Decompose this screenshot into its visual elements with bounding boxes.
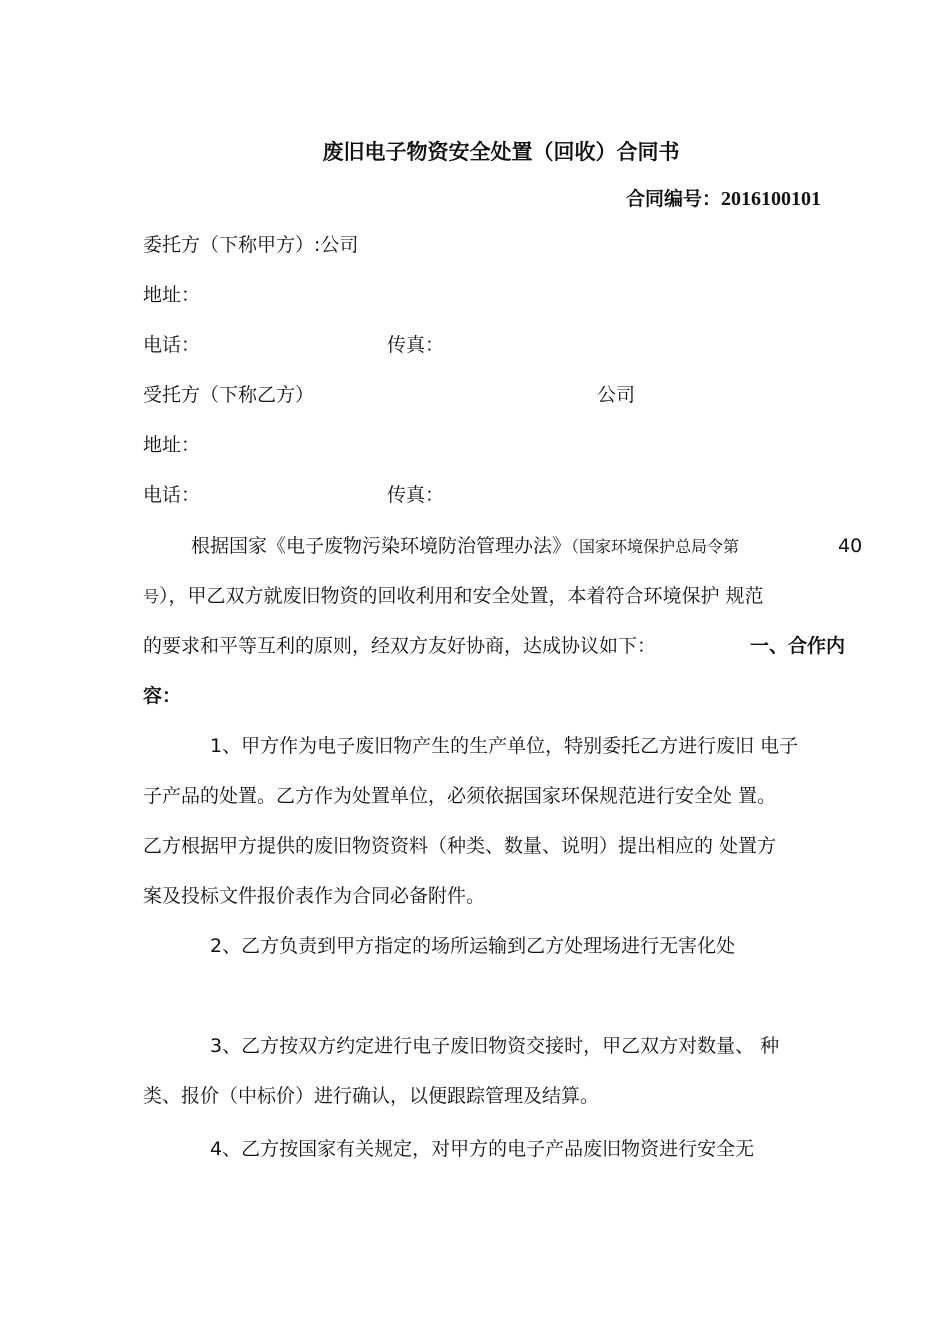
party-b-label: 受托方（下称乙方） <box>143 384 315 406</box>
clause-3-line-2: 类、报价（中标价）进行确认，以便跟踪管理及结算。 <box>143 1085 600 1107</box>
contract-number-value: 2016100101 <box>721 188 821 210</box>
intro-line-2-text: ），甲乙双方就废旧物资的回收利用和安全处置，本着符合环境保护 规范 <box>159 585 764 607</box>
party-b-phone-label: 电话： <box>143 484 201 506</box>
party-b-fax-label: 传真： <box>387 484 445 506</box>
clause-1-line-2: 子产品的处置。乙方作为处置单位，必须依据国家环保规范进行安全处 置。 <box>143 785 777 807</box>
section-heading-part-2: 容： <box>143 685 182 707</box>
section-heading-part-1: 一、合作内 <box>750 635 846 657</box>
clause-1-line-4: 案及投标文件报价表作为合同必备附件。 <box>143 885 486 907</box>
party-b-company: 公司 <box>597 384 636 406</box>
clause-1-line-3: 乙方根据甲方提供的废旧物资资料（种类、数量、说明）提出相应的 处置方 <box>143 835 777 857</box>
page-title: 废旧电子物资安全处置（回收）合同书 <box>322 140 680 164</box>
intro-line-1 <box>191 534 739 559</box>
clause-3-line-1: 3、乙方按双方约定进行电子废旧物资交接时，甲乙双方对数量、 种 <box>210 1035 780 1057</box>
clause-4-line-1: 4、乙方按国家有关规定，对甲方的电子产品废旧物资进行安全无 <box>210 1138 755 1160</box>
party-a-label: 委托方（下称甲方） <box>143 234 315 256</box>
contract-number-label: 合同编号： <box>625 188 721 210</box>
intro-law-ref: （国家环境保护总局令第 <box>571 537 740 556</box>
party-a-company: :公司 <box>314 234 359 256</box>
party-a-address-label: 地址： <box>143 284 201 306</box>
intro-line-3: 的要求和平等互利的原则，经双方友好协商，达成协议如下： <box>143 635 657 657</box>
clause-1-line-1: 1、甲方作为电子废旧物产生的生产单位，特别委托乙方进行废旧 电子 <box>210 735 799 757</box>
intro-hao: 号 <box>143 587 160 606</box>
intro-line-2 <box>143 584 764 609</box>
party-a-name-line <box>143 233 358 257</box>
intro-law-number: 40 <box>838 535 863 557</box>
party-a-fax-label: 传真： <box>387 334 445 356</box>
clause-2-line-1: 2、乙方负责到甲方指定的场所运输到乙方处理场进行无害化处 <box>210 935 736 957</box>
contract-number <box>626 184 821 211</box>
intro-law-name: 根据国家《电子废物污染环境防治管理办法》 <box>191 535 572 557</box>
party-a-phone-label: 电话： <box>143 334 201 356</box>
party-b-address-label: 地址： <box>143 434 201 456</box>
